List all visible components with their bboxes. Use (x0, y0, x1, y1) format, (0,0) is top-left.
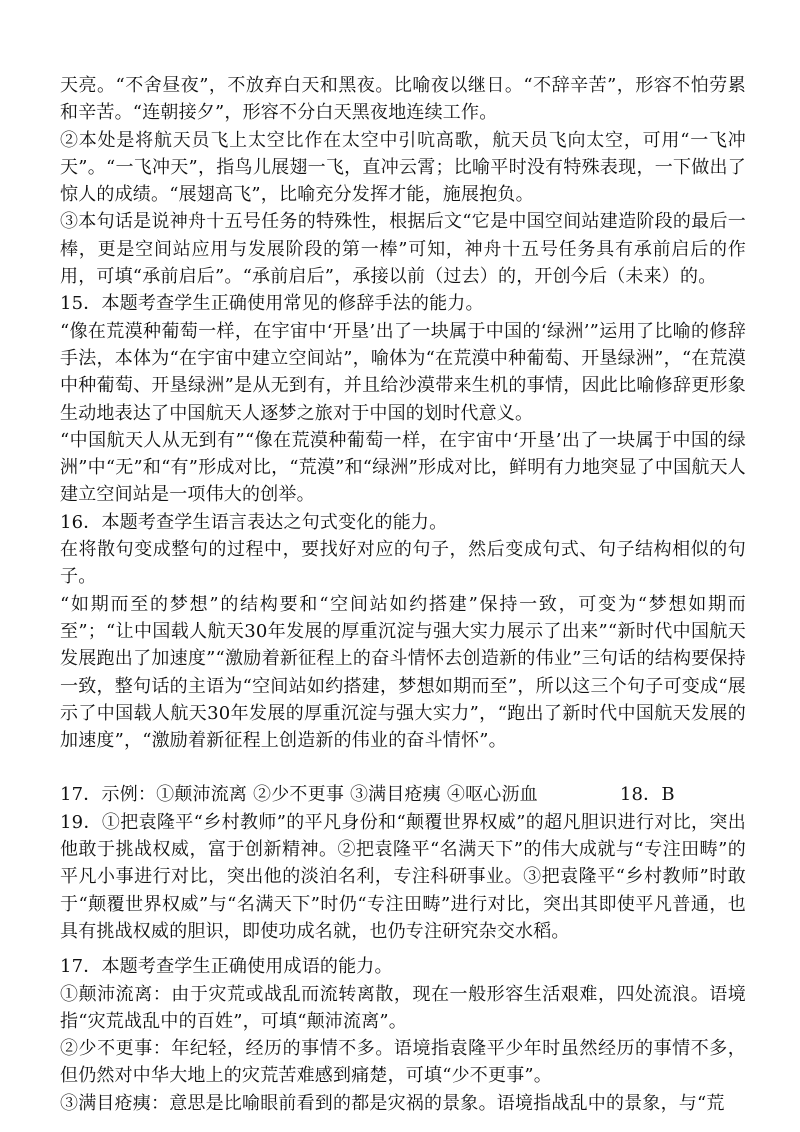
question-heading: 17．本题考查学生正确使用成语的能力。 (60, 956, 393, 978)
paragraph: ③本句话是说神舟十五号任务的特殊性，根据后文“它是中国空间站建造阶段的最后一棒，更是空间站应用与发展阶段的第一棒”可知，神舟十五号任务具有承前启后的作用，可填“承前启后”。“承前启后”，承接以前（过去）的，开创今后（未来）的。 (60, 211, 746, 288)
spacer (60, 945, 746, 953)
paragraph: “如期而至的梦想”的结构要和“空间站如约搭建”保持一致，可变为“梦想如期而至”；“让中国载人航天30年发展的厚重沉淀与强大实力展示了出来”“新时代中国航天发展跑出了加速度”“激励着新征程上的奋斗情怀去创造新的伟业”三句话的结构要保持一致，整句话的主语为“空间站如约搭建，梦想如期而至”，所以这三个句子可变成“展示了中国载人航天30年发展的厚重沉淀与强大实力”，“跑出了新时代中国航天发展的加速度”，“激励着新征程上创造新的伟业的奋斗情怀”。 (60, 593, 746, 752)
paragraph: ③满目疮痍：意思是比喻眼前看到的都是灾祸的景象。语境指战乱中的景象，与“荒 (60, 1092, 725, 1114)
answer-line (60, 781, 746, 808)
paragraph: “像在荒漠种葡萄一样，在宇宙中‘开垦’出了一块属于中国的‘绿洲’”运用了比喻的修辞手法，本体为“在宇宙中建立空间站”，喻体为“在荒漠中种葡萄、开垦绿洲”，“在荒漠中种葡萄、开垦绿洲”是从无到有，并且给沙漠带来生机的事情，因此比喻修辞更形象生动地表达了中国航天人逐梦之旅对于中国的划时代意义。 (60, 320, 746, 424)
question-heading: 16．本题考查学生语言表达之句式变化的能力。 (60, 511, 448, 533)
paragraph: ②少不更事：年纪轻，经历的事情不多。语境指袁隆平少年时虽然经历的事情不多，但仍然对中华大地上的灾荒苦难感到痛楚，可填“少不更事”。 (60, 1038, 746, 1087)
paragraph: 天亮。“不舍昼夜”，不放弃白天和黑夜。比喻夜以继日。“不辞辛苦”，形容不怕劳累和辛苦。“连朝接夕”，形容不分白天黑夜地连续工作。 (60, 75, 746, 124)
answer-18: 18．B (619, 784, 675, 806)
paragraph: 在将散句变成整句的过程中，要找好对应的句子，然后变成句式、句子结构相似的句子。 (60, 539, 746, 588)
paragraph: ①颠沛流离：由于灾荒或战乱而流转离散，现在一般形容生活艰难，四处流浪。语境指“灾荒战乱中的百姓”，可填“颠沛流离”。 (60, 983, 746, 1032)
answer-19: 19．①把袁隆平“乡村教师”的平凡身份和“颠覆世界权威”的超凡胆识进行对比，突出他敢于挑战权威，富于创新精神。②把袁隆平“名满天下”的伟大成就与“专注田畴”的平凡小事进行对比，突出他的淡泊名利，专注科研事业。③把袁隆平“乡村教师”时敢于“颠覆世界权威”与“名满天下”时仍“专注田畴”进行对比，突出其即使平凡普通，也具有挑战权威的胆识，即使功成名就，也仍专注研究杂交水稻。 (60, 811, 746, 942)
paragraph: “中国航天人从无到有”“像在荒漠种葡萄一样，在宇宙中‘开垦’出了一块属于中国的绿洲”中“无”和“有”形成对比，“荒漠”和“绿洲”形成对比，鲜明有力地突显了中国航天人建立空间站是一项伟大的创举。 (60, 429, 746, 506)
answer-17: 17．示例：①颠沛流离 ②少不更事 ③满目疮痍 ④呕心沥血 (60, 784, 538, 806)
spacer (60, 754, 746, 781)
question-heading: 15．本题考查学生正确使用常见的修辞手法的能力。 (60, 293, 484, 315)
paragraph: ②本处是将航天员飞上太空比作在太空中引吭高歌，航天员飞向太空，可用“一飞冲天”。“一飞冲天”，指鸟儿展翅一飞，直冲云霄；比喻平时没有特殊表现，一下做出了惊人的成绩。“展翅高飞”，比喻充分发挥才能，施展抱负。 (60, 129, 746, 206)
